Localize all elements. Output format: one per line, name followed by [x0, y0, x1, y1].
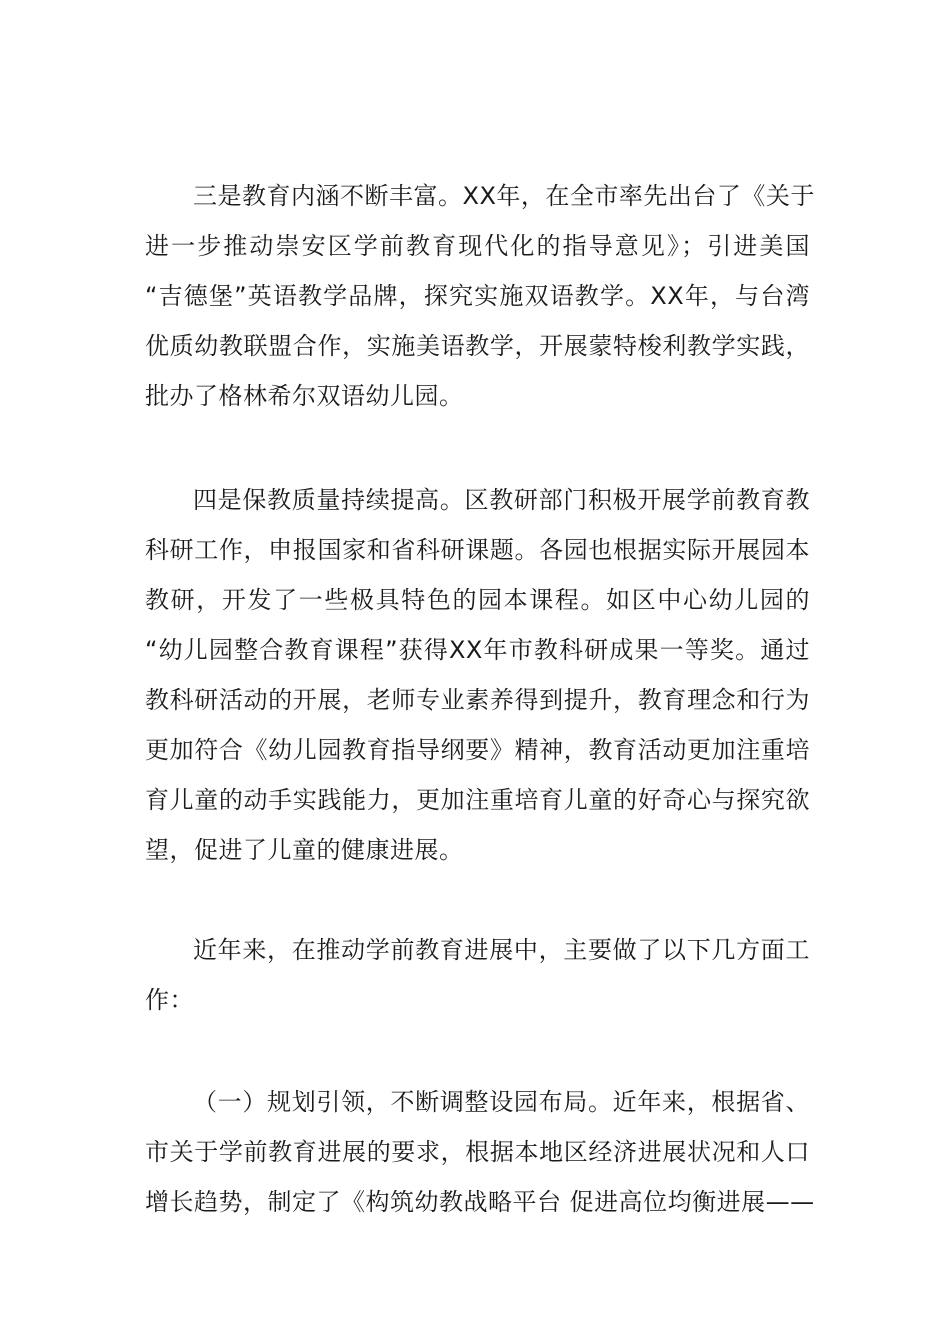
text-line: 教科研活动的开展，老师专业素养得到提升，教育理念和行为	[145, 686, 810, 714]
text-line: 科研工作，申报国家和省科研课题。各园也根据实际开展园本	[145, 536, 810, 564]
text-line: 作：	[145, 986, 194, 1014]
text-line: 批办了格林希尔双语幼儿园。	[145, 382, 464, 410]
text-line: 进一步推动崇安区学前教育现代化的指导意见》；引进美国	[145, 232, 810, 260]
text-line: 教研，开发了一些极具特色的园本课程。如区中心幼儿园的	[145, 586, 810, 614]
text-line: 育儿童的动手实践能力，更加注重培育儿童的好奇心与探究欲	[145, 786, 810, 814]
paragraph-recent-work-intro	[145, 925, 810, 1025]
paragraph-care-quality	[145, 475, 810, 875]
text-line: 望，促进了儿童的健康进展。	[145, 836, 464, 864]
text-line: “幼儿园整合教育课程”获得XX年市教科研成果一等奖。通过	[145, 636, 810, 664]
paragraph-education-content	[145, 171, 815, 421]
text-line: 优质幼教联盟合作，实施美语教学，开展蒙特梭利教学实践，	[145, 332, 810, 360]
paragraph-planning-layout	[145, 1077, 815, 1227]
text-line: 近年来，在推动学前教育进展中，主要做了以下几方面工	[193, 936, 810, 964]
text-line: 三是教育内涵不断丰富。XX年，在全市率先出台了《关于	[193, 182, 815, 210]
text-line: 四是保教质量持续提高。区教研部门积极开展学前教育教	[193, 486, 810, 514]
text-line: （一）规划引领，不断调整设园布局。近年来，根据省、	[193, 1088, 810, 1116]
text-line: “吉德堡”英语教学品牌，探究实施双语教学。XX年，与台湾	[145, 282, 810, 310]
text-line: 更加符合《幼儿园教育指导纲要》精神，教育活动更加注重培	[145, 736, 810, 764]
text-line: 市关于学前教育进展的要求，根据本地区经济进展状况和人口	[145, 1138, 810, 1166]
text-line: 增长趋势，制定了《构筑幼教战略平台 促进高位均衡进展——	[145, 1188, 815, 1216]
